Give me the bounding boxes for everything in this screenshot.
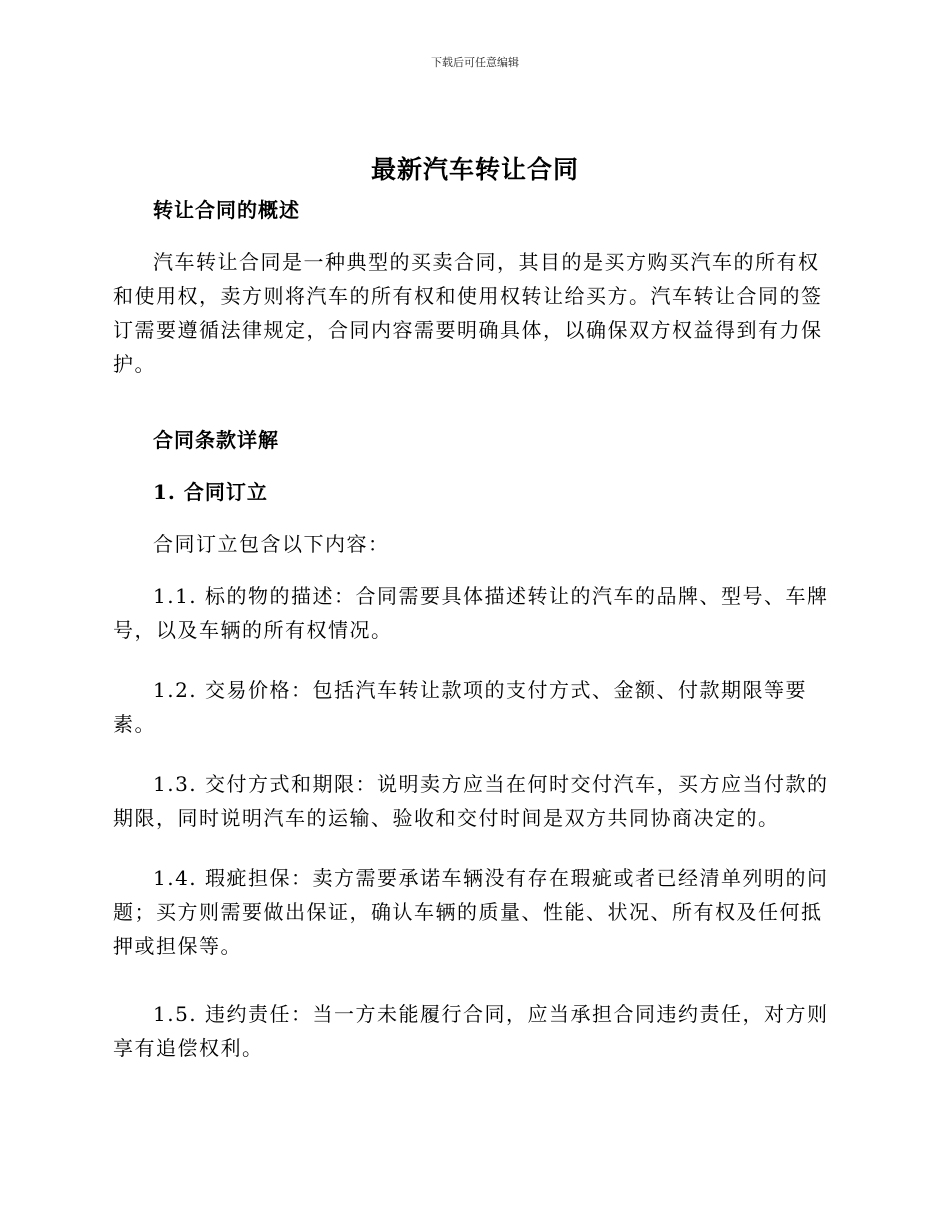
terms-heading: 合同条款详解	[153, 428, 279, 452]
document-title: 最新汽车转让合同	[370, 155, 579, 184]
clause-1-5: 1.5. 违约责任：当一方未能履行合同，应当承担合同违约责任，对方则享有追偿权利。	[113, 1002, 829, 1060]
clause-1-2: 1.2. 交易价格：包括汽车转让款项的支付方式、金额、付款期限等要素。	[113, 678, 808, 736]
section-1-intro: 合同订立包含以下内容：	[153, 532, 390, 556]
clause-1-3: 1.3. 交付方式和期限：说明卖方应当在何时交付汽车，买方应当付款的期限，同时说明汽车的运输、验收和交付时间是双方共同协商决定的。	[113, 772, 829, 830]
page-header-note: 下载后可任意编辑	[431, 56, 519, 69]
overview-heading: 转让合同的概述	[153, 198, 300, 222]
clause-1-4: 1.4. 瑕疵担保：卖方需要承诺车辆没有存在瑕疵或者已经清单列明的问题；买方则需要做出保证，确认车辆的质量、性能、状况、所有权及任何抵押或担保等。	[113, 866, 829, 958]
section-1-heading: 1. 合同订立	[153, 480, 268, 504]
overview-paragraph: 汽车转让合同是一种典型的买卖合同，其目的是买方购买汽车的所有权和使用权，卖方则将汽车的所有权和使用权转让给买方。汽车转让合同的签订需要遵循法律规定，合同内容需要明确具体，以确保双方权益得到有力保护。	[113, 250, 823, 376]
clause-1-1: 1.1. 标的物的描述：合同需要具体描述转让的汽车的品牌、型号、车牌号，以及车辆的所有权情况。	[113, 584, 829, 642]
